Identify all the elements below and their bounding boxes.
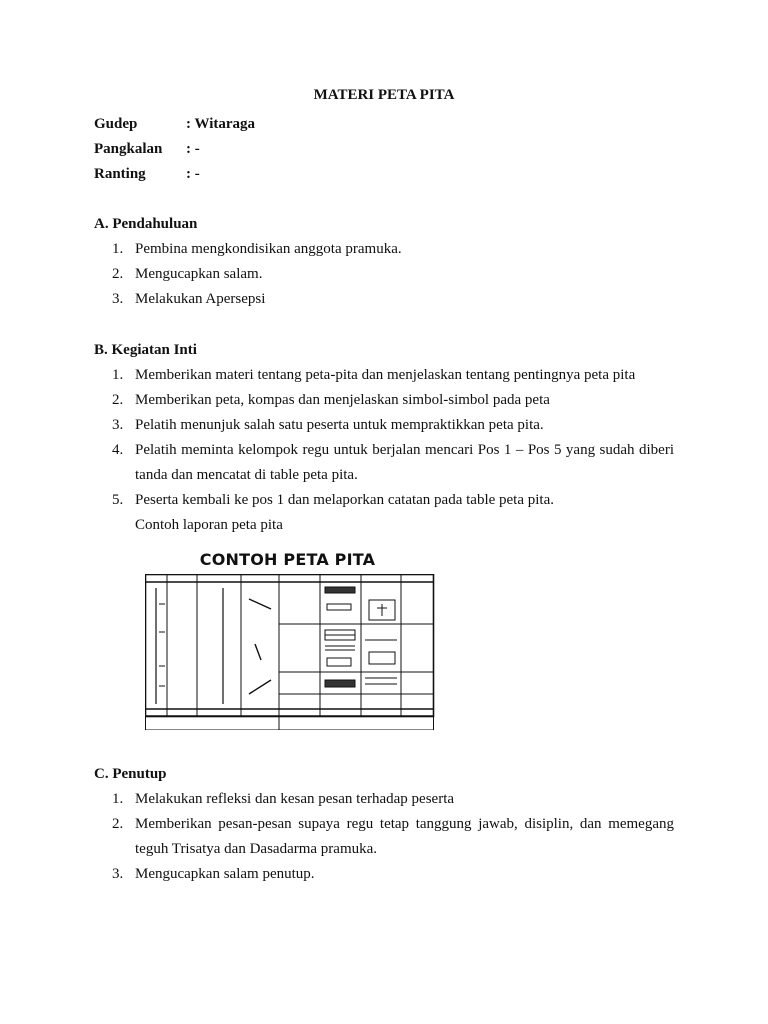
section-heading-kegiatan-inti: B. Kegiatan Inti [94, 342, 197, 358]
list-item: 1. Pembina mengkondisikan anggota pramuka. [112, 241, 402, 257]
meta-value: : - [186, 141, 200, 157]
list-item: 3. Melakukan Apersepsi [112, 291, 266, 307]
figure-title: CONTOH PETA PITA [199, 550, 376, 569]
meta-label: Gudep [94, 116, 138, 132]
list-item: 4. Pelatih meminta kelompok regu untuk berjalan mencari Pos 1 – Pos 5 yang sudah diberi tanda dan mencatat di table peta pita. [112, 442, 674, 483]
meta-label: Ranting [94, 166, 146, 182]
meta-gudep [94, 116, 255, 133]
meta-value: : - [186, 166, 200, 182]
meta-value: : Witaraga [186, 116, 256, 132]
list-item: 5. Peserta kembali ke pos 1 dan melaporkan catatan pada table peta pita. [112, 492, 554, 508]
list-item: 1. Memberikan materi tentang peta-pita dan menjelaskan tentang pentingnya peta pita [112, 367, 636, 383]
list-item: 1. Melakukan refleksi dan kesan pesan terhadap peserta [112, 791, 455, 807]
section-heading-pendahuluan: A. Pendahuluan [94, 216, 198, 232]
list-item: 2. Mengucapkan salam. [112, 266, 263, 282]
document-title: MATERI PETA PITA [313, 87, 455, 103]
section-heading-penutup: C. Penutup [94, 766, 167, 782]
list-item: 2. Memberikan pesan-pesan supaya regu tetap tanggung jawab, disiplin, dan memegang teguh Trisatya dan Dasadarma pramuka. [112, 816, 674, 857]
figure-caption: Contoh laporan peta pita [135, 517, 283, 533]
list-item: 2. Memberikan peta, kompas dan menjelaskan simbol-simbol pada peta [112, 392, 550, 408]
meta-ranting [94, 166, 200, 183]
list-item: 3. Pelatih menunjuk salah satu peserta untuk mempraktikkan peta pita. [112, 417, 544, 433]
peta-pita-table-image [145, 574, 435, 730]
peta-pita-example-figure [139, 544, 436, 731]
list-item: 3. Mengucapkan salam penutup. [112, 866, 315, 882]
meta-label: Pangkalan [94, 141, 163, 157]
meta-pangkalan [94, 141, 200, 158]
